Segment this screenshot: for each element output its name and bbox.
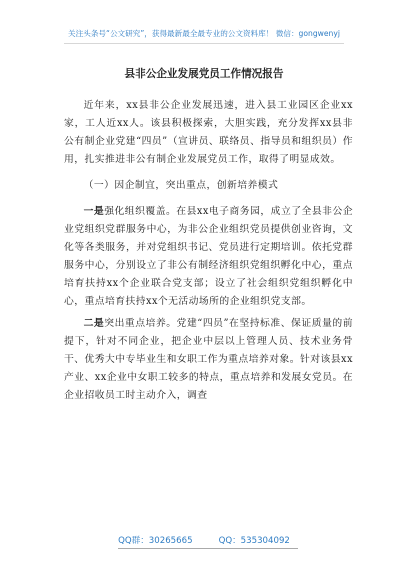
paragraph-2 xyxy=(64,315,353,405)
footer-qq: QQ：535304092 xyxy=(218,536,290,546)
section-heading: （一）因企制宜，突出重点，创新培养模式 xyxy=(83,180,279,191)
document-title: 县非公企业发展党员工作情况报告 xyxy=(124,68,284,80)
document-body xyxy=(64,97,353,409)
paragraph-1-lead: 一是 xyxy=(83,206,105,217)
footer-divider xyxy=(118,548,298,549)
intro-paragraph: 近年来，xx县非公企业发展迅速，进入县工业园区企业xx家，工人近xx人。该县积极探索，大胆实践，充分发挥xx县非公有制企业党建“四员”（宣讲员、联络员、指导员和组织员）作用，扎实推进非公有制企业发展党员工作，取得了明显成效。 xyxy=(64,100,353,165)
paragraph-2-body: 突出重点培养。党建“四员”在坚持标准、保证质量的前提下，针对不同企业，把企业中层以上管理人员、技术业务骨干、优秀大中专毕业生和女职工作为重点培养对象。针对该县xx产业、xx企业中女职工较多的特点，重点培养和发展女党员。在企业招收员工时主动介入，调查 xyxy=(64,318,353,401)
paragraph-2-lead: 二是 xyxy=(83,318,105,329)
footer-contact xyxy=(0,536,408,547)
footer-qq-group: QQ群：30265665 xyxy=(118,536,193,546)
header-banner: 关注头条号“公文研究”，获得最新最全最专业的公文资料库！ 微信：gongwenyj xyxy=(68,29,340,38)
header-divider xyxy=(64,43,344,44)
paragraph-1-body: 强化组织覆盖。在县xx电子商务园，成立了全县非公企业党组织党群服务中心，为非公企业组织党员提供创业咨询，文化等各类服务，并对党组织书记、党员进行定期培训。依托党群服务中心，分别设立了非公有制经济组织党组织孵化中心，重点培育扶持xx个企业联合党支部；设立了社会组织党组织孵化中心，重点培育扶持xx个无活动场所的企业组织党支部。 xyxy=(64,206,353,307)
paragraph-1 xyxy=(64,203,353,311)
